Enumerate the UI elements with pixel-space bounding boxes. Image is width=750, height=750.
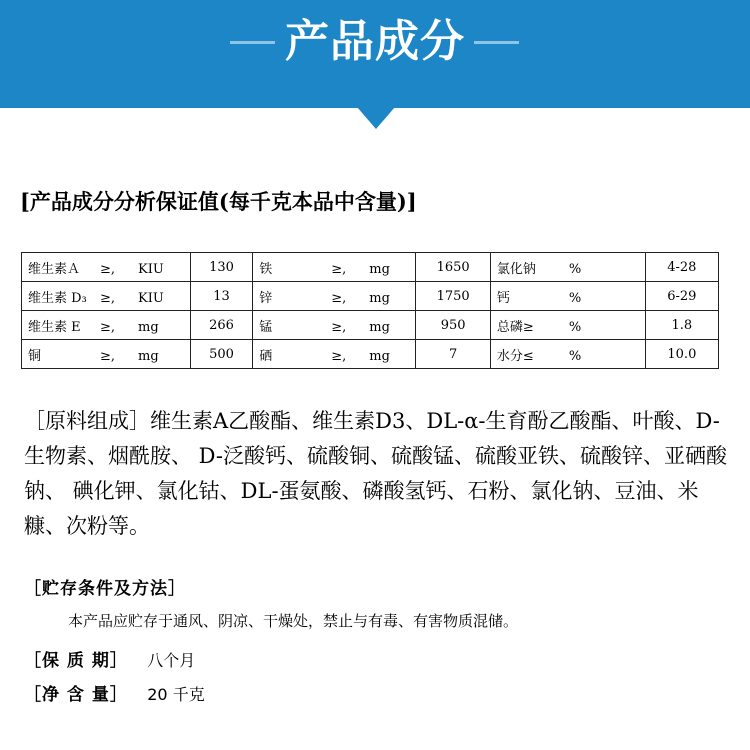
ingredient-unit: KIU bbox=[138, 290, 164, 306]
shelf-life-label: ［保 质 期］ bbox=[24, 651, 128, 671]
ingredient-operator: ≥, bbox=[331, 261, 347, 277]
ingredient-unit: mg bbox=[369, 290, 390, 306]
banner-arrow bbox=[357, 107, 395, 129]
ingredient-value: 130 bbox=[190, 253, 252, 282]
ingredient-unit: mg bbox=[138, 348, 159, 364]
ingredient-value: 950 bbox=[416, 311, 491, 340]
ingredient-value: 1650 bbox=[416, 253, 491, 282]
ingredient-operator: % bbox=[568, 319, 582, 335]
ingredient-cell bbox=[22, 311, 191, 340]
ingredient-operator: % bbox=[568, 348, 582, 364]
table-row bbox=[22, 253, 719, 282]
ingredient-cell bbox=[490, 282, 645, 311]
ingredient-value: 7 bbox=[416, 340, 491, 369]
ingredient-operator: ≥, bbox=[100, 348, 116, 364]
ingredient-operator: ≥, bbox=[331, 348, 347, 364]
ingredient-value: 266 bbox=[190, 311, 252, 340]
ingredient-operator: ≥, bbox=[100, 290, 116, 306]
ingredient-cell bbox=[490, 311, 645, 340]
net-content-label: ［净 含 量］ bbox=[24, 685, 128, 705]
ingredient-name: 总磷≥ bbox=[496, 319, 534, 335]
ingredient-cell bbox=[253, 340, 416, 369]
table-row bbox=[22, 311, 719, 340]
shelf-life-value: 八个月 bbox=[147, 651, 196, 670]
banner-title: 产品成分 bbox=[285, 16, 465, 67]
ingredient-operator: ≥, bbox=[331, 290, 347, 306]
ingredient-name: 钙 bbox=[496, 290, 510, 306]
table-row bbox=[22, 340, 719, 369]
ingredient-operator: ≥, bbox=[100, 319, 116, 335]
ingredient-name: 维生素Ａ bbox=[28, 261, 81, 277]
net-content-row bbox=[24, 680, 205, 705]
ingredient-cell bbox=[490, 340, 645, 369]
ingredient-unit: mg bbox=[369, 319, 390, 335]
ingredient-cell bbox=[253, 253, 416, 282]
ingredient-unit: KIU bbox=[138, 261, 164, 277]
analysis-table bbox=[21, 252, 719, 369]
analysis-heading: [产品成分分析保证值(每千克本品中含量)] bbox=[20, 189, 417, 214]
title-decoration-line-left bbox=[230, 41, 275, 44]
ingredient-unit: mg bbox=[369, 261, 390, 277]
ingredient-value: 500 bbox=[190, 340, 252, 369]
ingredient-name: 锌 bbox=[259, 290, 273, 306]
ingredient-cell bbox=[22, 253, 191, 282]
ingredient-operator: % bbox=[568, 290, 582, 306]
ingredient-name: 硒 bbox=[259, 348, 273, 364]
storage-text: 本产品应贮存于通风、阴凉、干燥处，禁止与有毒、有害物质混储。 bbox=[68, 612, 519, 630]
ingredient-name: 锰 bbox=[259, 319, 273, 335]
ingredient-cell bbox=[490, 253, 645, 282]
ingredient-cell bbox=[22, 340, 191, 369]
ingredient-name: 维生素 E bbox=[28, 319, 81, 335]
ingredient-name: 铜 bbox=[28, 348, 42, 364]
ingredient-value: 1750 bbox=[416, 282, 491, 311]
ingredient-name: 水分≤ bbox=[496, 348, 534, 364]
ingredient-value: 1.8 bbox=[645, 311, 718, 340]
ingredient-name: 维生素 D₃ bbox=[28, 290, 87, 306]
ingredient-name: 氯化钠 bbox=[496, 261, 536, 277]
table-row bbox=[22, 282, 719, 311]
ingredient-name: 铁 bbox=[259, 261, 273, 277]
ingredient-operator: ≥, bbox=[100, 261, 116, 277]
ingredient-value: 6-29 bbox=[645, 282, 718, 311]
ingredient-cell bbox=[22, 282, 191, 311]
storage-heading: ［贮存条件及方法］ bbox=[24, 579, 186, 599]
net-content-value: 20 千克 bbox=[147, 685, 205, 704]
title-decoration-line-right bbox=[474, 41, 519, 44]
ingredient-unit: mg bbox=[369, 348, 390, 364]
ingredient-unit: mg bbox=[138, 319, 159, 335]
ingredient-cell bbox=[253, 282, 416, 311]
ingredient-operator: % bbox=[568, 261, 582, 277]
ingredient-value: 10.0 bbox=[645, 340, 718, 369]
header-banner bbox=[0, 0, 750, 108]
ingredient-value: 13 bbox=[190, 282, 252, 311]
raw-materials-text: ［原料组成］维生素A乙酸酯、维生素D3、DL-α-生育酚乙酸酯、叶酸、D-生物素、烟酰胺、 D-泛酸钙、硫酸铜、硫酸锰、硫酸亚铁、硫酸锌、亚硒酸钠、 碘化钾、氯化钴、DL-蛋氨酸、磷酸氢钙、石粉、氯化钠、豆油、米糠、次粉等。 bbox=[24, 409, 727, 538]
ingredient-cell bbox=[253, 311, 416, 340]
shelf-life-row bbox=[24, 646, 195, 671]
ingredient-value: 4-28 bbox=[645, 253, 718, 282]
ingredient-operator: ≥, bbox=[331, 319, 347, 335]
